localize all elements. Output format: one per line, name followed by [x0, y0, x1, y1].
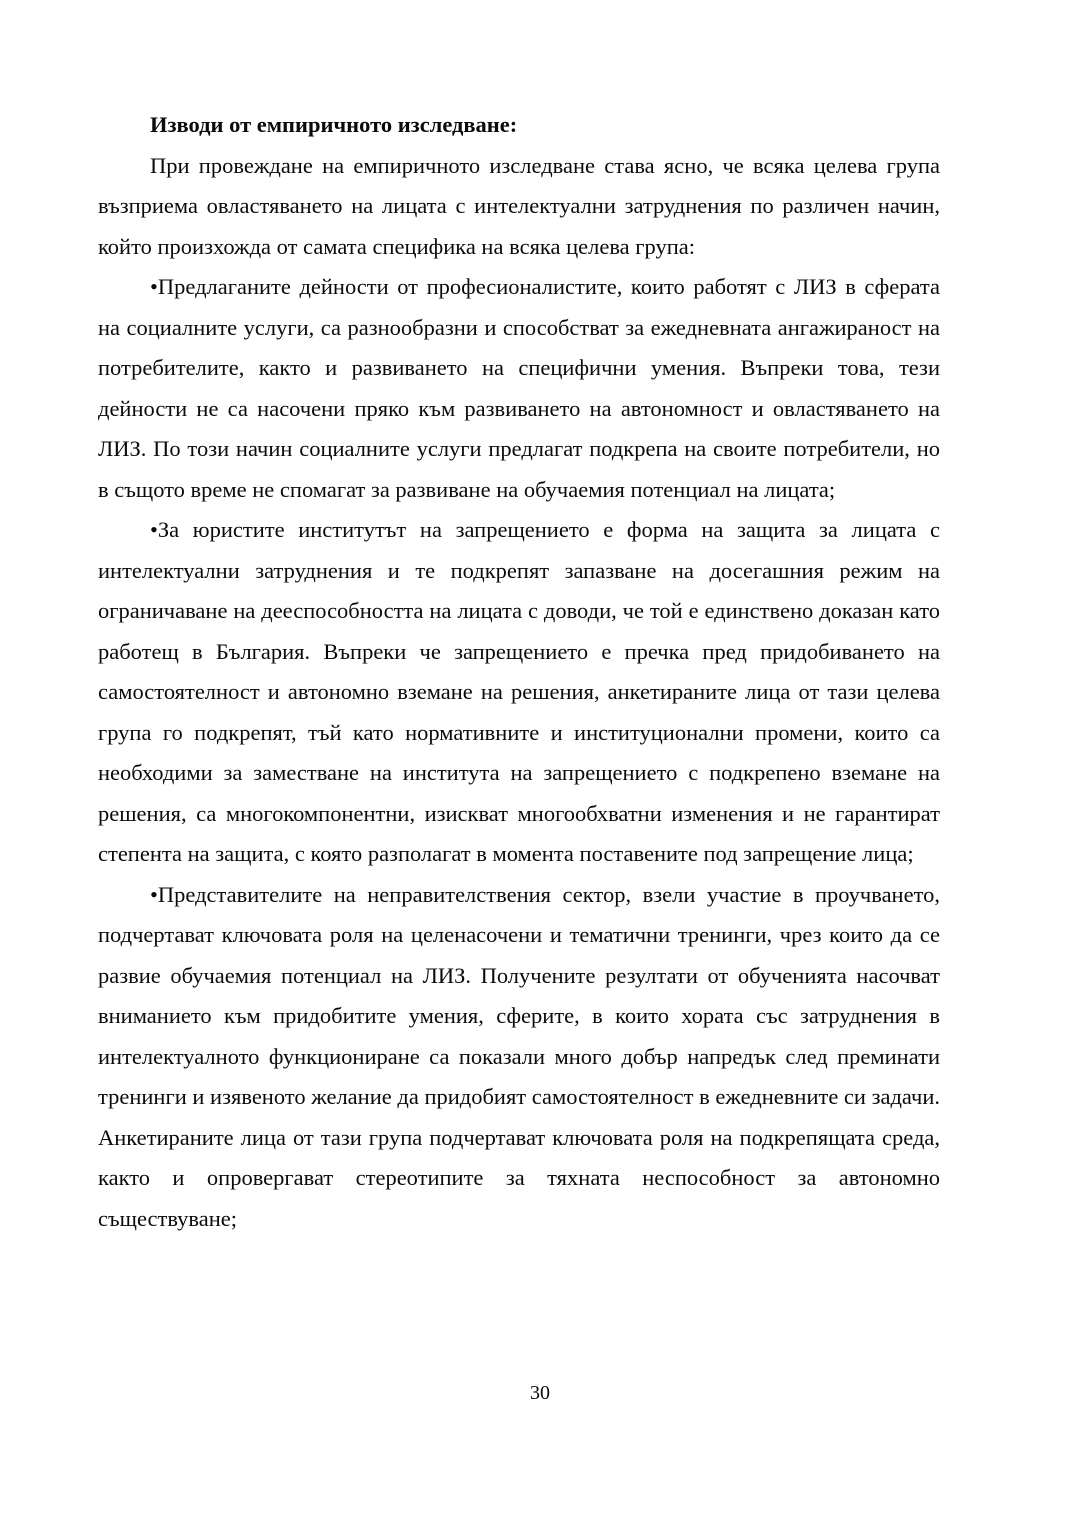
bullet-item-1: [98, 267, 940, 510]
bullet-item-2: [98, 510, 940, 875]
bullet-glyph-icon: •: [150, 881, 158, 907]
bullet-item-3: [98, 875, 940, 1240]
section-heading: Изводи от емпиричното изследване:: [150, 112, 518, 137]
bullet-glyph-icon: •: [150, 274, 158, 299]
page-number: 30: [530, 1382, 550, 1404]
bullet-item-3-text: Представителите на неправителствения сектор, взели участие в проучването, подчертават ключовата роля на целенасочени и тематични тренинги, чрез които да се развие обучаемия потенциал на ЛИЗ. Получените резултати от обученията насочват вниманието към придобитите умения, сферите, в които хората със затруднения в интелектуалното функциониране са показали много добър напредък след преминати тренинги и изявеното желание да придобият самостоятелност в ежедневните си задачи. Анкетираните лица от тази група подчертават ключовата роля на подкрепящата среда, както и опровергават стереотипите за тяхната неспособност за автономно съществуване;: [98, 881, 940, 1231]
paragraph-intro: При провеждане на емпиричното изследване става ясно, че всяка целева група възприема овластяването на лицата с интелектуални затруднения по различен начин, който произхожда от самата специфика на всяка целева група:: [98, 152, 940, 259]
document-body: [98, 105, 940, 1239]
bullet-item-2-text: За юристите институтът на запрещението е форма на защита за лицата с интелектуални затруднения и те подкрепят запазване на досегашния режим на ограничаване на дееспособността на лицата с доводи, че той е единствено доказан като работещ в България. Въпреки че запрещението е пречка пред придобиването на самостоятелност и автономно вземане на решения, анкетираните лица от тази целева група го подкрепят, тъй като нормативните и институционални промени, които са необходими за заместване на института на запрещението с подкрепено вземане на решения, са многокомпонентни, изискват многообхватни изменения и не гарантират степента на защита, с която разполагат в момента поставените под запрещение лица;: [98, 517, 940, 866]
bullet-glyph-icon: •: [150, 517, 158, 542]
bullet-item-1-text: Предлаганите дейности от професионалистите, които работят с ЛИЗ в сферата на социалните услуги, са разнообразни и способстват за ежедневната ангажираност на потребителите, както и развиването на специфични умения. Въпреки това, тези дейности не са насочени пряко към развиването на автономност и овластяването на ЛИЗ. По този начин социалните услуги предлагат подкрепа на своите потребители, но в същото време не спомагат за развиване на обучаемия потенциал на лицата;: [98, 274, 940, 502]
